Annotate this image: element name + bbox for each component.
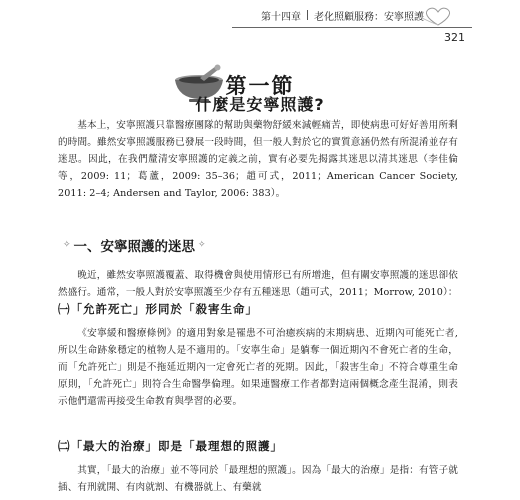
- running-header: [232, 6, 424, 24]
- page-number: 321: [444, 31, 465, 44]
- heading-myths: [60, 235, 209, 255]
- diamond-icon: ✧: [63, 240, 71, 250]
- myths-intro-paragraph: 晚近，雖然安寧照護覆蓋、取得機會與使用情形已有所增進，但有關安寧照護的迷思卻依然盛行。通常，一般人對於安寧照護至少存有五種迷思（趙可式，2011；Morrow, 2010）：: [58, 270, 458, 298]
- diamond-icon: ✧: [198, 240, 206, 250]
- header-separator: [307, 10, 308, 20]
- intro-paragraph: 基本上，安寧照護只靠醫療團隊的幫助與藥物舒緩來減輕痛苦，即使病患可好好善用所剩的時間。雖然安寧照護服務已發展一段時間，但一般人對於它的實質意涵仍然有所混淆並存有迷思。因此，在我們釐清安寧照護的定義之前，實有必要先揭露其迷思以清其迷思（李佳倫等，2009: 11；葛蘆，2009: 35–36；趙可式，2011；American Cancer Society, 2011: 2–4; Andersen and Taylor, 2006: 383）。: [58, 120, 458, 199]
- myth1-paragraph: 《安寧緩和醫療條例》的適用對象是罹患不可治癒疾病的末期病患、近期內可能死亡者,所以生命跡象穩定的植物人是不適用的。「安寧生命」是躺奪一個近期內不會死亡者的生命，而「允許死亡」則是不拖延近期內一定會死亡者的死期。因此，「殺害生命」不符合尊重生命原則，「允許死亡」則符合生命醫學倫理。如果連醫療工作者都對這兩個概念產生混淆，則表示他們還需再接受生命教育與學習的必要。: [58, 328, 458, 407]
- myth1-heading: ㈠「允許死亡」形同於「殺害生命」: [58, 302, 258, 316]
- heart-icon: [420, 4, 456, 28]
- myth2-heading: ㈡「最大的治療」即是「最理想的照護」: [58, 439, 283, 453]
- section-subtitle: 什麼是安寧照護?: [195, 95, 325, 114]
- section-number-title: 第一節: [225, 74, 295, 98]
- chapter-label: 第十四章: [261, 11, 301, 23]
- myth2-paragraph: 其實，「最大的治療」並不等同於「最理想的照護」。因為「最大的治療」是指：有管子就插、有刑就開、有肉就割、有機器就上、有藥就: [58, 465, 458, 493]
- chapter-title: 老化照顧服務：安寧照護: [314, 11, 424, 23]
- heading-myths-text: 一、安寧照護的迷思: [73, 239, 196, 255]
